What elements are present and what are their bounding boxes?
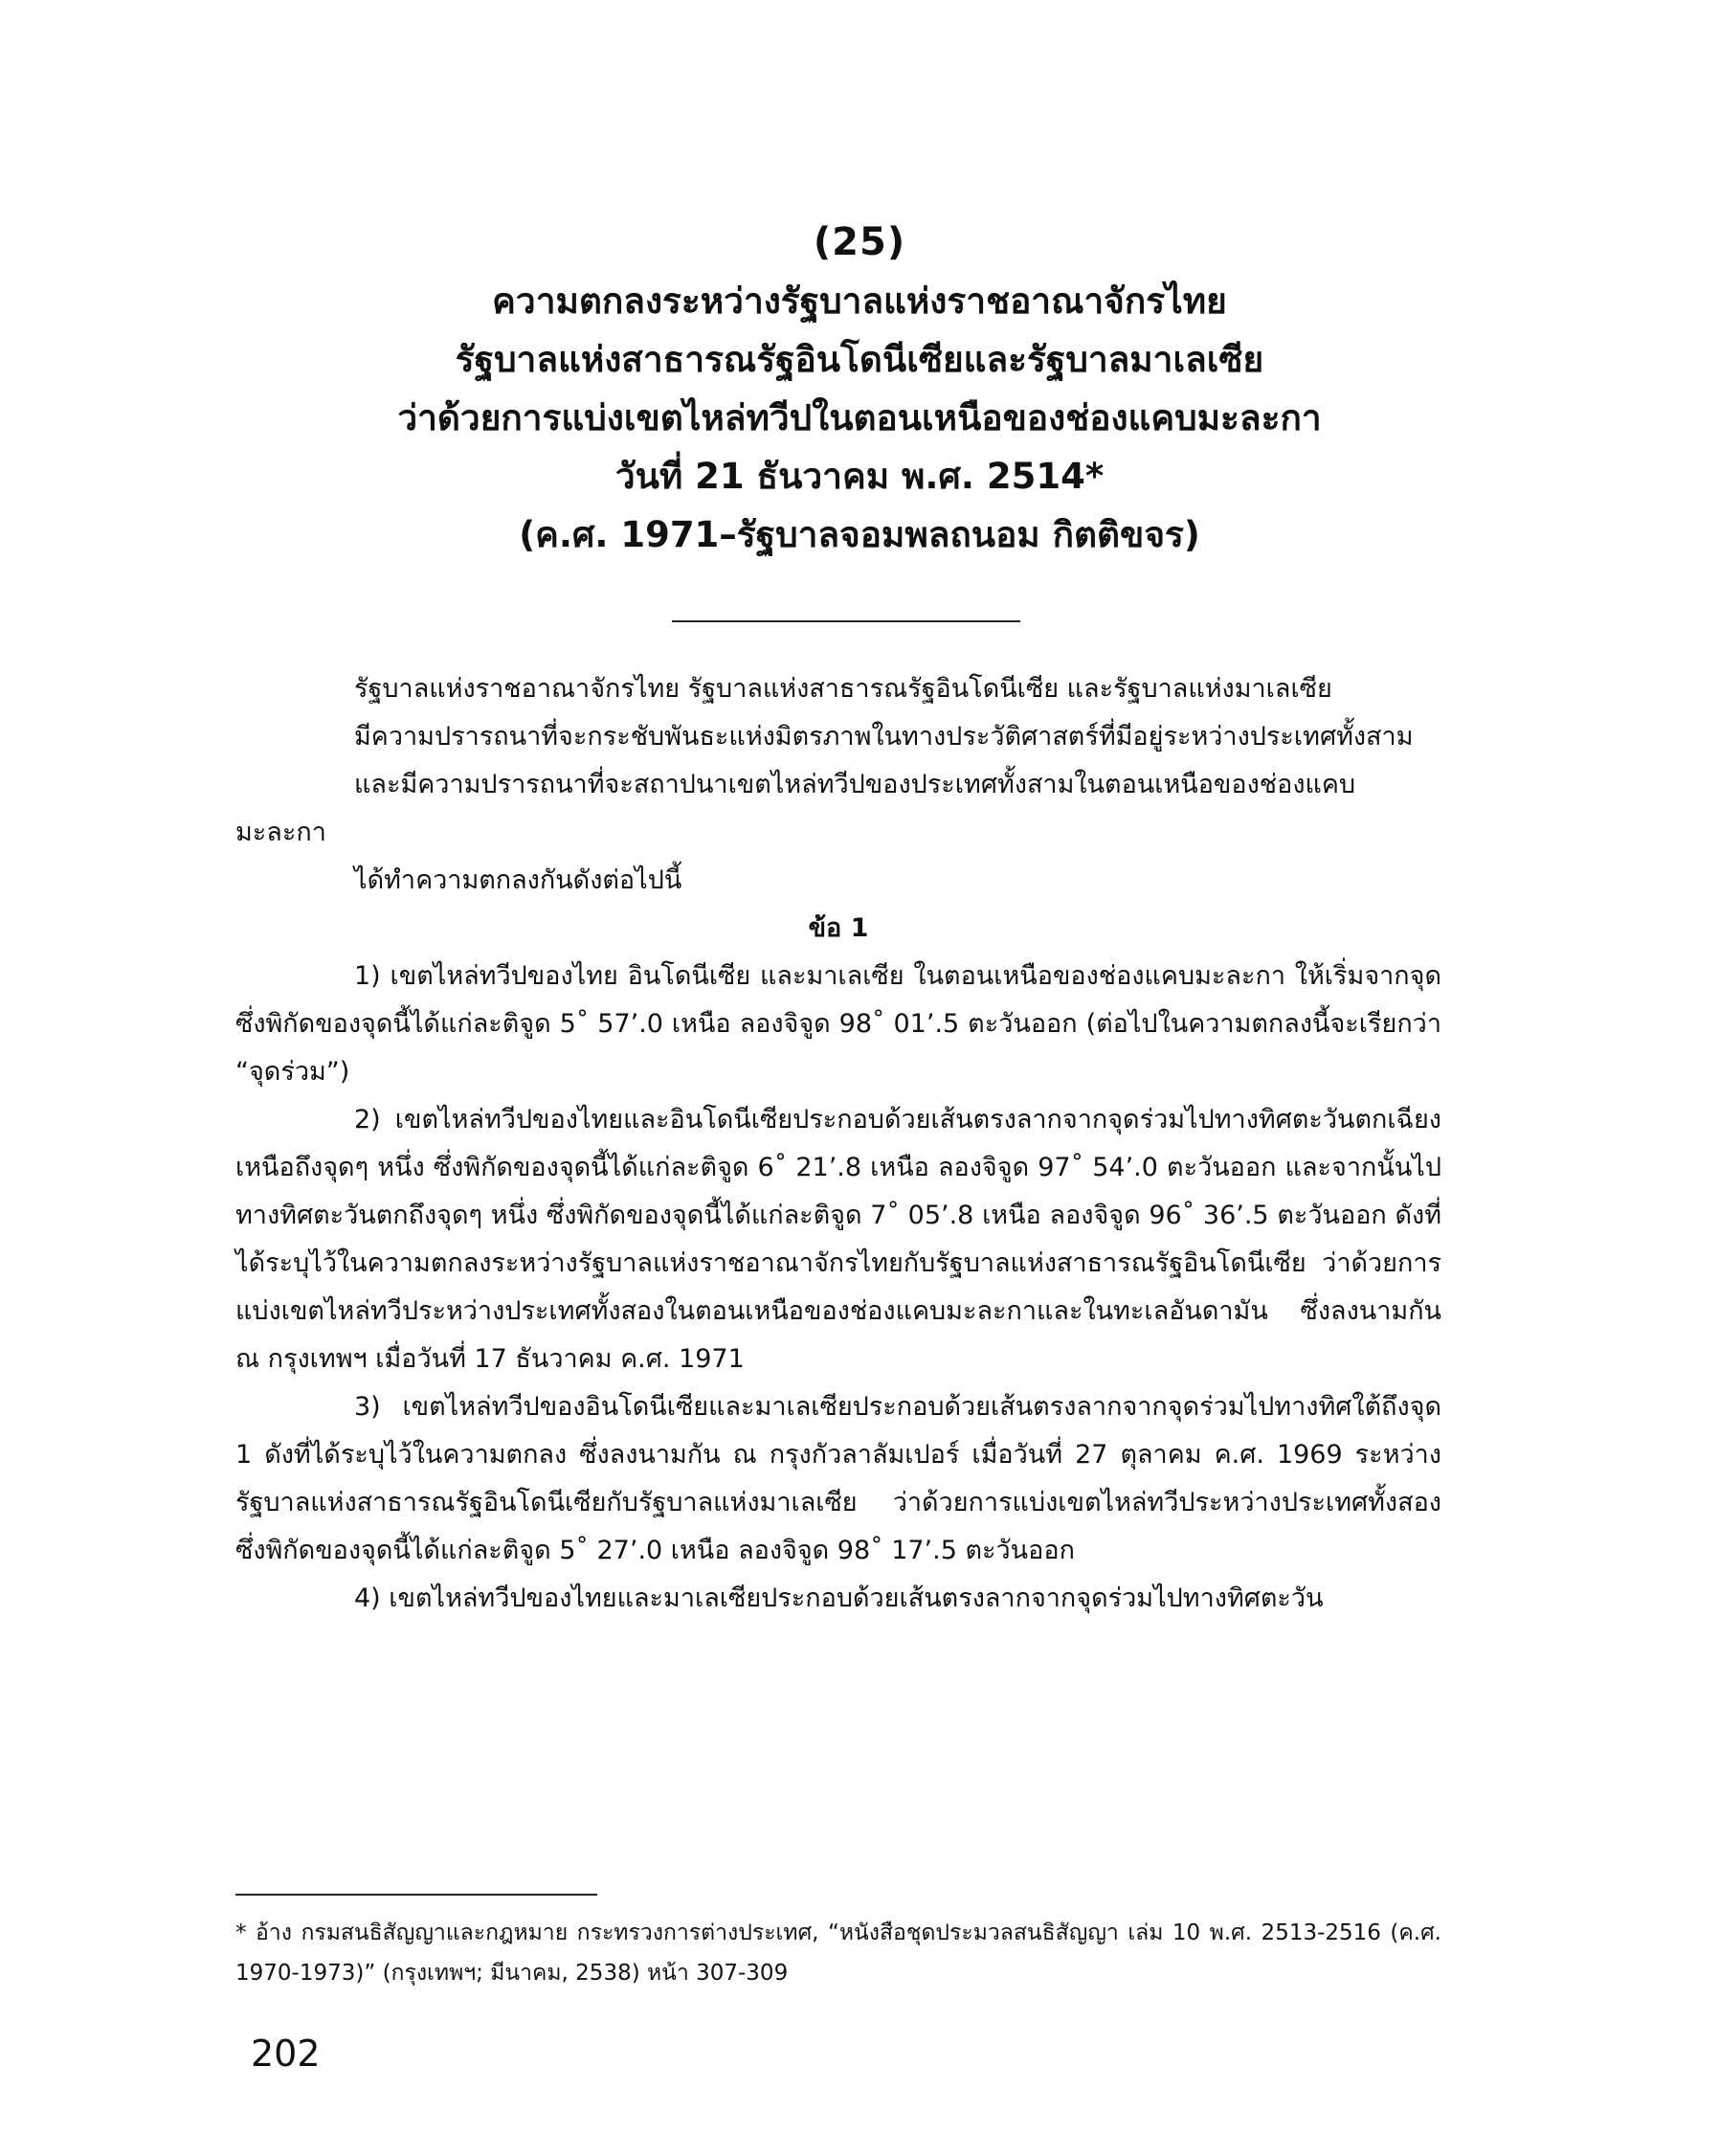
preamble-paragraph-1: รัฐบาลแห่งราชอาณาจักรไทย รัฐบาลแห่งสาธารณรัฐอินโดนีเซีย และรัฐบาลแห่งมาเลเซีย	[354, 674, 1332, 704]
title-divider	[672, 620, 1020, 622]
title-line-3: ว่าด้วยการแบ่งเขตไหล่ทวีปในตอนเหนือของช่องแคบมะละกา	[397, 397, 1322, 438]
document-header	[230, 213, 1489, 564]
agreement-number: (25)	[813, 220, 906, 264]
document-body	[235, 665, 1441, 1623]
title-line-2: รัฐบาลแห่งสาธารณรัฐอินโดนีเซียและรัฐบาลมาเลเซีย	[455, 339, 1264, 380]
preamble-paragraph-4: ได้ทำความตกลงกันดังต่อไปนี้	[354, 865, 682, 895]
title-line-4: วันที่ 21 ธันวาคม พ.ศ. 2514*	[614, 456, 1105, 497]
article-paragraph-1: 1) เขตไหล่ทวีปของไทย อินโดนีเซีย และมาเลเซีย ในตอนเหนือของช่องแคบมะละกา ให้เริ่มจากจุด ซึ่งพิกัดของจุดนี้ได้แก่ละติจูด 5˚ 57’.0 เหนือ ลองจิจูด 98˚ 01’.5 ตะวันออก (ต่อไปในความตกลงนี้จะเรียกว่า “จุดร่วม”)	[235, 961, 1441, 1087]
footnote: * อ้าง กรมสนธิสัญญาและกฎหมาย กระทรวงการต่างประเทศ, “หนังสือชุดประมวลสนธิสัญญา เล่ม 10 พ.ศ. 2513-2516 (ค.ศ. 1970-1973)” (กรุงเทพฯ; มีนาคม, 2538) หน้า 307-309	[235, 1920, 1441, 1986]
page-number: 202	[251, 2032, 321, 2075]
title-line-5: (ค.ศ. 1971–รัฐบาลจอมพลถนอม กิตติขจร)	[519, 514, 1200, 555]
article-paragraph-4: 4) เขตไหล่ทวีปของไทยและมาเลเซียประกอบด้วยเส้นตรงลากจากจุดร่วมไปทางทิศตะวัน	[354, 1583, 1324, 1613]
article-paragraph-3: 3) เขตไหล่ทวีปของอินโดนีเซียและมาเลเซียประกอบด้วยเส้นตรงลากจากจุดร่วมไปทางทิศใต้ถึงจุด 1 ดังที่ได้ระบุไว้ในความตกลง ซึ่งลงนามกัน ณ กรุงกัวลาลัมเปอร์ เมื่อวันที่ 27 ตุลาคม ค.ศ. 1969 ระหว่างรัฐบาลแห่งสาธารณรัฐอินโดนีเซียกับรัฐบาลแห่งมาเลเซีย ว่าด้วยการแบ่งเขตไหล่ทวีประหว่างประเทศทั้งสอง ซึ่งพิกัดของจุดนี้ได้แก่ละติจูด 5˚ 27’.0 เหนือ ลองจิจูด 98˚ 17’.5 ตะวันออก	[235, 1392, 1441, 1565]
article-paragraph-2: 2) เขตไหล่ทวีปของไทยและอินโดนีเซียประกอบด้วยเส้นตรงลากจากจุดร่วมไปทางทิศตะวันตกเฉียงเหนือถึงจุดๆ หนึ่ง ซึ่งพิกัดของจุดนี้ได้แก่ละติจูด 6˚ 21’.8 เหนือ ลองจิจูด 97˚ 54’.0 ตะวันออก และจากนั้นไปทางทิศตะวันตกถึงจุดๆ หนึ่ง ซึ่งพิกัดของจุดนี้ได้แก่ละติจูด 7˚ 05’.8 เหนือ ลองจิจูด 96˚ 36’.5 ตะวันออก ดังที่ได้ระบุไว้ในความตกลงระหว่างรัฐบาลแห่งราชอาณาจักรไทยกับรัฐบาลแห่งสาธารณรัฐอินโดนีเซีย ว่าด้วยการแบ่งเขตไหล่ทวีประหว่างประเทศทั้งสองในตอนเหนือของช่องแคบมะละกาและในทะเลอันดามัน ซึ่งลงนามกัน ณ กรุงเทพฯ เมื่อวันที่ 17 ธันวาคม ค.ศ. 1971	[235, 1105, 1441, 1374]
footnote-divider	[235, 1894, 597, 1896]
title-line-1: ความตกลงระหว่างรัฐบาลแห่งราชอาณาจักรไทย	[492, 281, 1227, 322]
preamble-paragraph-2: มีความปรารถนาที่จะกระชับพันธะแห่งมิตรภาพในทางประวัติศาสตร์ที่มีอยู่ระหว่างประเทศทั้งสาม	[354, 722, 1414, 752]
preamble-paragraph-3: และมีความปรารถนาที่จะสถาปนาเขตไหล่ทวีปของประเทศทั้งสามในตอนเหนือของช่องแคบมะละกา	[235, 770, 1356, 847]
article-heading: ข้อ 1	[808, 913, 869, 943]
